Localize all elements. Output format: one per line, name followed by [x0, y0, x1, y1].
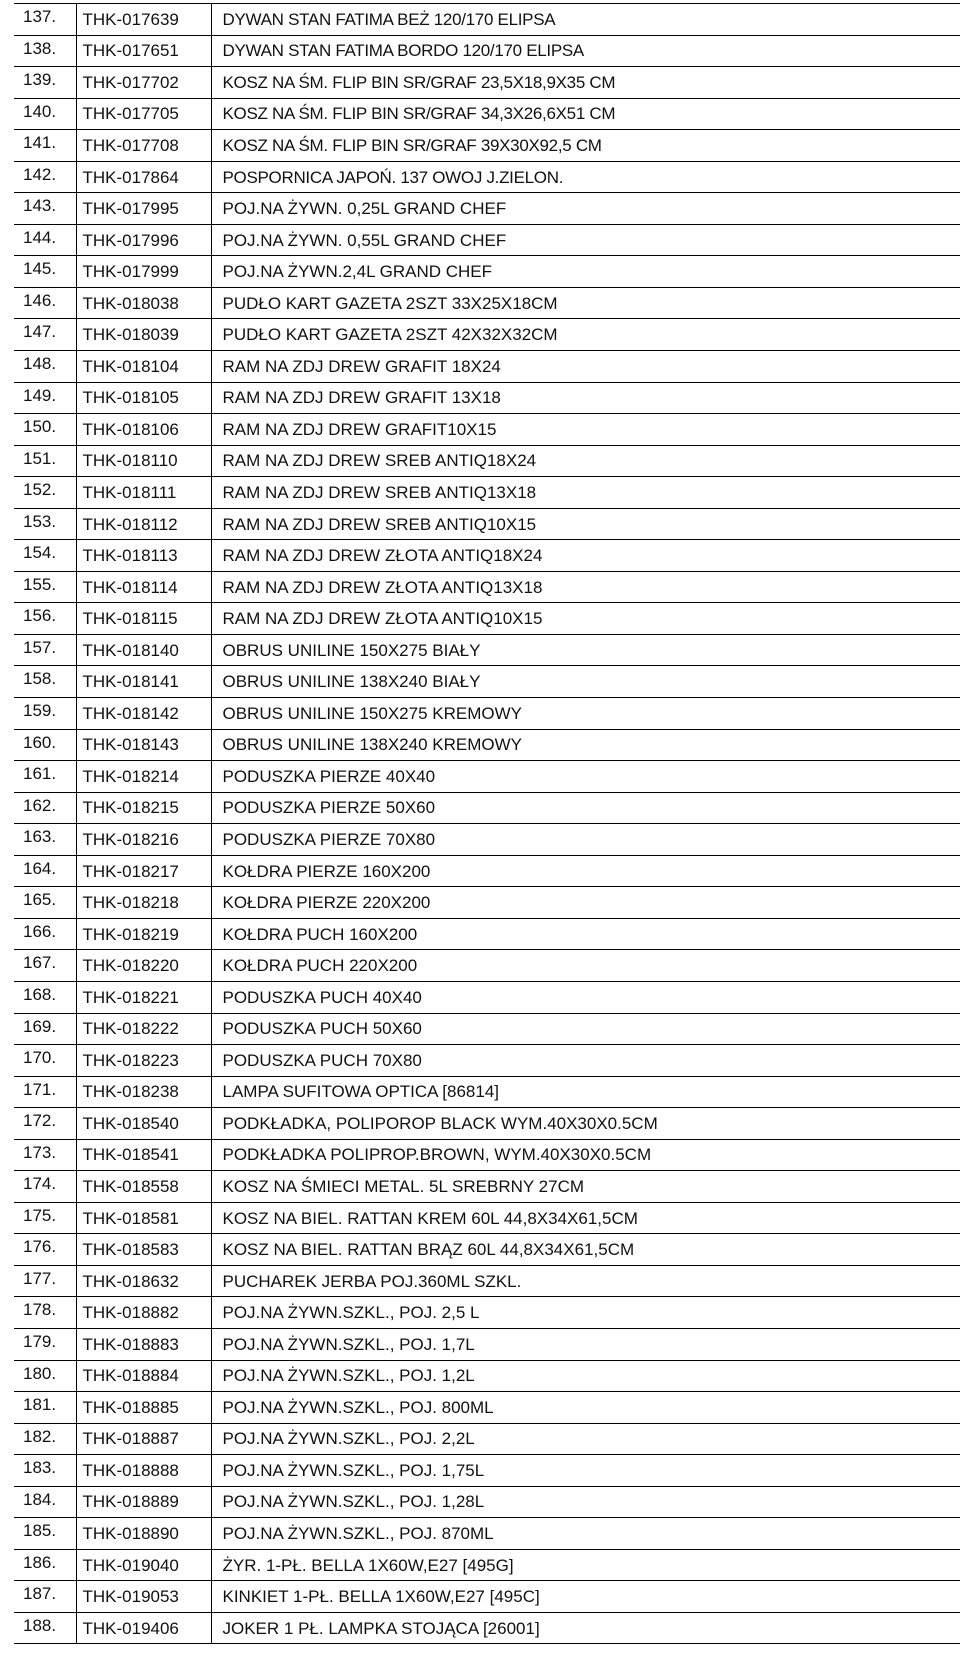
row-number: 150. [14, 414, 76, 446]
table-row [14, 130, 960, 162]
table-row [14, 382, 960, 414]
product-description: PODKŁADKA, POLIPOROP BLACK WYM.40X30X0.5CM [211, 1108, 960, 1140]
product-description: POJ.NA ŻYWN. 0,25L GRAND CHEF [211, 193, 960, 225]
product-code: THK-018884 [76, 1360, 211, 1392]
row-number: 137. [14, 4, 76, 36]
table-row [14, 1423, 960, 1455]
row-number: 149. [14, 382, 76, 414]
row-number: 161. [14, 761, 76, 793]
table-row [14, 477, 960, 509]
row-number: 146. [14, 287, 76, 319]
product-description: RAM NA ZDJ DREW SREB ANTIQ10X15 [211, 508, 960, 540]
product-code: THK-018104 [76, 351, 211, 383]
product-description: KOSZ NA BIEL. RATTAN KREM 60L 44,8X34X61,5CM [211, 1202, 960, 1234]
product-description: KOSZ NA ŚMIECI METAL. 5L SREBRNY 27CM [211, 1171, 960, 1203]
row-number: 162. [14, 792, 76, 824]
table-row [14, 508, 960, 540]
table-row [14, 634, 960, 666]
table-row [14, 445, 960, 477]
row-number: 163. [14, 824, 76, 856]
table-row [14, 918, 960, 950]
product-code: THK-018142 [76, 698, 211, 730]
product-description: POJ.NA ŻYWN.SZKL., POJ. 1,7L [211, 1328, 960, 1360]
product-description: PUDŁO KART GAZETA 2SZT 42X32X32CM [211, 319, 960, 351]
product-code: THK-018581 [76, 1202, 211, 1234]
row-number: 141. [14, 130, 76, 162]
product-code: THK-018540 [76, 1108, 211, 1140]
product-description: PODUSZKA PUCH 50X60 [211, 1013, 960, 1045]
row-number: 176. [14, 1234, 76, 1266]
row-number: 151. [14, 445, 76, 477]
product-description: POJ.NA ŻYWN.SZKL., POJ. 2,2L [211, 1423, 960, 1455]
row-number: 157. [14, 634, 76, 666]
product-code: THK-018143 [76, 729, 211, 761]
table-row [14, 256, 960, 288]
product-code: THK-018883 [76, 1328, 211, 1360]
product-description: POJ.NA ŻYWN.2,4L GRAND CHEF [211, 256, 960, 288]
table-row [14, 224, 960, 256]
table-row [14, 1328, 960, 1360]
row-number: 153. [14, 508, 76, 540]
product-description: POSPORNICA JAPOŃ. 137 OWOJ J.ZIELON. [211, 161, 960, 193]
row-number: 144. [14, 224, 76, 256]
product-code: THK-018890 [76, 1518, 211, 1550]
row-number: 147. [14, 319, 76, 351]
product-code: THK-019053 [76, 1581, 211, 1613]
product-table-container [14, 3, 960, 1644]
product-code: THK-018219 [76, 918, 211, 950]
table-row [14, 981, 960, 1013]
product-code: THK-018541 [76, 1139, 211, 1171]
table-row [14, 571, 960, 603]
product-description: LAMPA SUFITOWA OPTICA [86814] [211, 1076, 960, 1108]
table-row [14, 855, 960, 887]
product-description: KOŁDRA PIERZE 220X200 [211, 887, 960, 919]
table-row [14, 1108, 960, 1140]
table-row [14, 1297, 960, 1329]
product-description: PODKŁADKA POLIPROP.BROWN, WYM.40X30X0.5CM [211, 1139, 960, 1171]
product-code: THK-018221 [76, 981, 211, 1013]
row-number: 156. [14, 603, 76, 635]
product-code: THK-017705 [76, 98, 211, 130]
product-code: THK-018110 [76, 445, 211, 477]
product-code: THK-017702 [76, 67, 211, 99]
table-row [14, 950, 960, 982]
table-row [14, 603, 960, 635]
product-code: THK-018115 [76, 603, 211, 635]
product-code: THK-018215 [76, 792, 211, 824]
product-code: THK-017639 [76, 4, 211, 36]
product-code: THK-018106 [76, 414, 211, 446]
product-description: RAM NA ZDJ DREW GRAFIT 18X24 [211, 351, 960, 383]
product-code: THK-018889 [76, 1486, 211, 1518]
product-code: THK-018558 [76, 1171, 211, 1203]
product-code: THK-017651 [76, 35, 211, 67]
row-number: 164. [14, 855, 76, 887]
table-row [14, 4, 960, 36]
row-number: 148. [14, 351, 76, 383]
table-row [14, 1518, 960, 1550]
table-row [14, 98, 960, 130]
table-row [14, 35, 960, 67]
product-description: PODUSZKA PIERZE 50X60 [211, 792, 960, 824]
row-number: 155. [14, 571, 76, 603]
product-code: THK-018141 [76, 666, 211, 698]
table-row [14, 1139, 960, 1171]
row-number: 183. [14, 1455, 76, 1487]
product-code: THK-017708 [76, 130, 211, 162]
row-number: 168. [14, 981, 76, 1013]
product-description: RAM NA ZDJ DREW ZŁOTA ANTIQ18X24 [211, 540, 960, 572]
product-description: PODUSZKA PIERZE 40X40 [211, 761, 960, 793]
product-code: THK-018112 [76, 508, 211, 540]
row-number: 185. [14, 1518, 76, 1550]
table-row [14, 67, 960, 99]
product-description: RAM NA ZDJ DREW ZŁOTA ANTIQ10X15 [211, 603, 960, 635]
product-description: RAM NA ZDJ DREW SREB ANTIQ13X18 [211, 477, 960, 509]
product-description: DYWAN STAN FATIMA BEŻ 120/170 ELIPSA [211, 4, 960, 36]
table-row [14, 761, 960, 793]
row-number: 152. [14, 477, 76, 509]
table-row [14, 1360, 960, 1392]
product-code: THK-018222 [76, 1013, 211, 1045]
product-code: THK-018223 [76, 1045, 211, 1077]
row-number: 172. [14, 1108, 76, 1140]
table-row [14, 287, 960, 319]
table-row [14, 540, 960, 572]
table-row [14, 792, 960, 824]
row-number: 160. [14, 729, 76, 761]
row-number: 170. [14, 1045, 76, 1077]
row-number: 140. [14, 98, 76, 130]
product-description: JOKER 1 PŁ. LAMPKA STOJĄCA [26001] [211, 1612, 960, 1644]
product-description: POJ.NA ŻYWN.SZKL., POJ. 1,28L [211, 1486, 960, 1518]
table-row [14, 1171, 960, 1203]
product-description: POJ.NA ŻYWN.SZKL., POJ. 2,5 L [211, 1297, 960, 1329]
table-row [14, 824, 960, 856]
product-description: POJ.NA ŻYWN.SZKL., POJ. 800ML [211, 1392, 960, 1424]
product-code: THK-018238 [76, 1076, 211, 1108]
product-code: THK-018113 [76, 540, 211, 572]
product-description: PODUSZKA PUCH 70X80 [211, 1045, 960, 1077]
product-description: OBRUS UNILINE 150X275 KREMOWY [211, 698, 960, 730]
row-number: 166. [14, 918, 76, 950]
product-code: THK-019406 [76, 1612, 211, 1644]
product-description: PODUSZKA PIERZE 70X80 [211, 824, 960, 856]
row-number: 181. [14, 1392, 76, 1424]
row-number: 175. [14, 1202, 76, 1234]
product-description: RAM NA ZDJ DREW GRAFIT10X15 [211, 414, 960, 446]
table-row [14, 351, 960, 383]
table-row [14, 1265, 960, 1297]
product-code: THK-018217 [76, 855, 211, 887]
product-description: KOSZ NA ŚM. FLIP BIN SR/GRAF 39X30X92,5 CM [211, 130, 960, 162]
row-number: 186. [14, 1549, 76, 1581]
product-description: KOSZ NA ŚM. FLIP BIN SR/GRAF 34,3X26,6X51 CM [211, 98, 960, 130]
product-code: THK-017999 [76, 256, 211, 288]
product-description: KOŁDRA PUCH 160X200 [211, 918, 960, 950]
row-number: 184. [14, 1486, 76, 1518]
row-number: 169. [14, 1013, 76, 1045]
product-code: THK-018220 [76, 950, 211, 982]
product-description: POJ.NA ŻYWN. 0,55L GRAND CHEF [211, 224, 960, 256]
table-row [14, 1549, 960, 1581]
row-number: 142. [14, 161, 76, 193]
product-description: KOSZ NA BIEL. RATTAN BRĄZ 60L 44,8X34X61,5CM [211, 1234, 960, 1266]
product-code: THK-018105 [76, 382, 211, 414]
row-number: 187. [14, 1581, 76, 1613]
product-description: RAM NA ZDJ DREW GRAFIT 13X18 [211, 382, 960, 414]
product-table [14, 3, 960, 1644]
product-table-body [14, 4, 960, 1644]
product-description: OBRUS UNILINE 138X240 KREMOWY [211, 729, 960, 761]
row-number: 188. [14, 1612, 76, 1644]
product-description: KOŁDRA PUCH 220X200 [211, 950, 960, 982]
row-number: 171. [14, 1076, 76, 1108]
product-code: THK-018632 [76, 1265, 211, 1297]
table-row [14, 319, 960, 351]
product-code: THK-018218 [76, 887, 211, 919]
product-code: THK-017995 [76, 193, 211, 225]
product-description: OBRUS UNILINE 138X240 BIAŁY [211, 666, 960, 698]
row-number: 138. [14, 35, 76, 67]
product-description: PUDŁO KART GAZETA 2SZT 33X25X18CM [211, 287, 960, 319]
table-row [14, 1234, 960, 1266]
row-number: 177. [14, 1265, 76, 1297]
table-row [14, 887, 960, 919]
row-number: 174. [14, 1171, 76, 1203]
product-description: POJ.NA ŻYWN.SZKL., POJ. 1,75L [211, 1455, 960, 1487]
product-code: THK-018885 [76, 1392, 211, 1424]
table-row [14, 1392, 960, 1424]
table-row [14, 1612, 960, 1644]
table-row [14, 193, 960, 225]
row-number: 158. [14, 666, 76, 698]
product-code: THK-018111 [76, 477, 211, 509]
row-number: 179. [14, 1328, 76, 1360]
table-row [14, 1581, 960, 1613]
table-row [14, 729, 960, 761]
product-code: THK-017864 [76, 161, 211, 193]
table-row [14, 1455, 960, 1487]
row-number: 143. [14, 193, 76, 225]
row-number: 139. [14, 67, 76, 99]
product-code: THK-018216 [76, 824, 211, 856]
row-number: 180. [14, 1360, 76, 1392]
table-row [14, 414, 960, 446]
product-description: PUCHAREK JERBA POJ.360ML SZKL. [211, 1265, 960, 1297]
table-row [14, 698, 960, 730]
product-code: THK-018140 [76, 634, 211, 666]
product-description: RAM NA ZDJ DREW ZŁOTA ANTIQ13X18 [211, 571, 960, 603]
product-code: THK-018038 [76, 287, 211, 319]
table-row [14, 161, 960, 193]
row-number: 178. [14, 1297, 76, 1329]
table-row [14, 1076, 960, 1108]
product-code: THK-019040 [76, 1549, 211, 1581]
table-row [14, 666, 960, 698]
table-row [14, 1202, 960, 1234]
table-row [14, 1486, 960, 1518]
product-code: THK-018888 [76, 1455, 211, 1487]
product-code: THK-018039 [76, 319, 211, 351]
product-code: THK-017996 [76, 224, 211, 256]
product-code: THK-018882 [76, 1297, 211, 1329]
row-number: 165. [14, 887, 76, 919]
product-description: POJ.NA ŻYWN.SZKL., POJ. 870ML [211, 1518, 960, 1550]
product-description: PODUSZKA PUCH 40X40 [211, 981, 960, 1013]
row-number: 182. [14, 1423, 76, 1455]
row-number: 154. [14, 540, 76, 572]
product-description: RAM NA ZDJ DREW SREB ANTIQ18X24 [211, 445, 960, 477]
product-code: THK-018214 [76, 761, 211, 793]
product-description: DYWAN STAN FATIMA BORDO 120/170 ELIPSA [211, 35, 960, 67]
row-number: 145. [14, 256, 76, 288]
row-number: 173. [14, 1139, 76, 1171]
product-description: POJ.NA ŻYWN.SZKL., POJ. 1,2L [211, 1360, 960, 1392]
product-description: KOSZ NA ŚM. FLIP BIN SR/GRAF 23,5X18,9X35 CM [211, 67, 960, 99]
product-code: THK-018114 [76, 571, 211, 603]
product-description: KOŁDRA PIERZE 160X200 [211, 855, 960, 887]
product-code: THK-018583 [76, 1234, 211, 1266]
table-row [14, 1013, 960, 1045]
product-description: ŻYR. 1-PŁ. BELLA 1X60W,E27 [495G] [211, 1549, 960, 1581]
product-code: THK-018887 [76, 1423, 211, 1455]
row-number: 159. [14, 698, 76, 730]
product-description: OBRUS UNILINE 150X275 BIAŁY [211, 634, 960, 666]
table-row [14, 1045, 960, 1077]
row-number: 167. [14, 950, 76, 982]
product-description: KINKIET 1-PŁ. BELLA 1X60W,E27 [495C] [211, 1581, 960, 1613]
